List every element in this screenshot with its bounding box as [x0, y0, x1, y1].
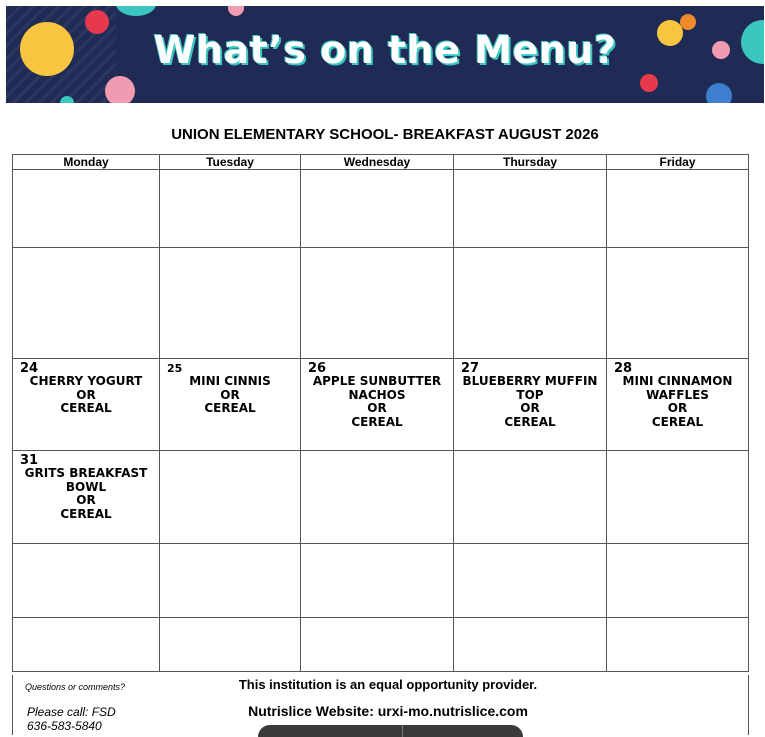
weekday-header: Tuesday: [160, 155, 301, 170]
menu-banner: [6, 6, 764, 103]
weekday-header: Friday: [607, 155, 749, 170]
red-dot-decoration: [640, 74, 658, 92]
day-cell: [607, 451, 749, 544]
day-number: 26: [308, 361, 327, 376]
day-cell: [454, 618, 607, 672]
menu-item-line: CEREAL: [60, 506, 112, 521]
day-number: 25: [167, 362, 183, 375]
website-line: Nutrislice Website: urxi-mo.nutrislice.com: [248, 703, 528, 719]
week-row: [13, 451, 749, 544]
week-row: [13, 248, 749, 359]
day-cell: [13, 170, 160, 248]
menu-item-line: OR: [667, 401, 688, 415]
day-cell: [301, 451, 454, 544]
day-cell: [607, 248, 749, 359]
day-cell: [607, 544, 749, 618]
day-cell: [301, 170, 454, 248]
day-cell: [454, 451, 607, 544]
banner-title: What’s on the Menu?: [153, 28, 617, 72]
toolbar-divider: [402, 725, 403, 737]
day-cell: [13, 359, 160, 451]
day-cell: [454, 359, 607, 451]
equal-opportunity-statement: This institution is an equal opportunity provider.: [238, 677, 538, 692]
menu-item-line: CEREAL: [651, 414, 704, 429]
day-cell: [301, 544, 454, 618]
menu-item-line: CEREAL: [351, 414, 403, 429]
day-cell: [160, 170, 301, 248]
menu-item-line: OR: [520, 401, 540, 415]
questions-label: Questions or comments?: [25, 682, 126, 692]
day-cell: [160, 451, 301, 544]
weekday-header: Monday: [13, 155, 160, 170]
menu-item-line: CEREAL: [60, 401, 112, 415]
pink-dot-decoration: [228, 6, 244, 16]
menu-item-line: OR: [367, 401, 387, 415]
menu-calendar: [12, 154, 749, 672]
day-cell: [301, 248, 454, 359]
day-cell: [301, 618, 454, 672]
day-cell: [160, 359, 301, 451]
day-cell: [607, 359, 749, 451]
menu-item-line: BLUEBERRY MUFFIN TOP: [462, 374, 598, 402]
contact-line: Please call: FSD: [27, 705, 116, 719]
document-title: UNION ELEMENTARY SCHOOL- BREAKFAST AUGUST 2026: [171, 126, 599, 143]
weekday-header-row: [13, 155, 749, 170]
viewer-toolbar[interactable]: [258, 725, 523, 737]
day-cell: [301, 359, 454, 451]
day-cell: [160, 544, 301, 618]
blue-dot-decoration: [706, 83, 732, 103]
menu-item-line: CEREAL: [504, 414, 556, 429]
weekday-header: Thursday: [454, 155, 607, 170]
week-row: [13, 544, 749, 618]
day-cell: [13, 544, 160, 618]
day-cell: [454, 170, 607, 248]
menu-item-line: CEREAL: [204, 401, 256, 415]
menu-item-line: OR: [76, 493, 96, 507]
menu-item-line: OR: [220, 387, 240, 402]
week-row: [13, 170, 749, 248]
day-cell: [454, 248, 607, 359]
day-cell: [13, 451, 160, 544]
teal-dot-decoration: [116, 6, 156, 16]
menu-item-line: MINI CINNIS: [189, 374, 271, 388]
day-cell: [160, 618, 301, 672]
menu-item-line: CHERRY YOGURT: [29, 374, 143, 388]
day-number: 27: [461, 361, 480, 376]
menu-item-line: APPLE SUNBUTTER NACHOS: [312, 374, 442, 402]
day-cell: [607, 618, 749, 672]
menu-item-line: GRITS BREAKFAST BOWL: [24, 466, 148, 494]
contact-phone: 636-583-5840: [27, 719, 102, 733]
weekday-header: Wednesday: [301, 155, 454, 170]
menu-item-line: OR: [76, 387, 96, 402]
teal-dot-decoration: [60, 96, 74, 103]
week-row: [13, 618, 749, 672]
day-cell: [160, 248, 301, 359]
menu-item-line: MINI CINNAMON WAFFLES: [622, 374, 733, 402]
week-row: [13, 359, 749, 451]
day-number: 24: [20, 361, 39, 376]
day-cell: [13, 248, 160, 359]
day-cell: [607, 170, 749, 248]
day-number: 28: [614, 361, 633, 376]
day-cell: [13, 618, 160, 672]
day-number: 31: [20, 453, 39, 468]
pink-dot-decoration: [105, 76, 135, 103]
day-cell: [454, 544, 607, 618]
